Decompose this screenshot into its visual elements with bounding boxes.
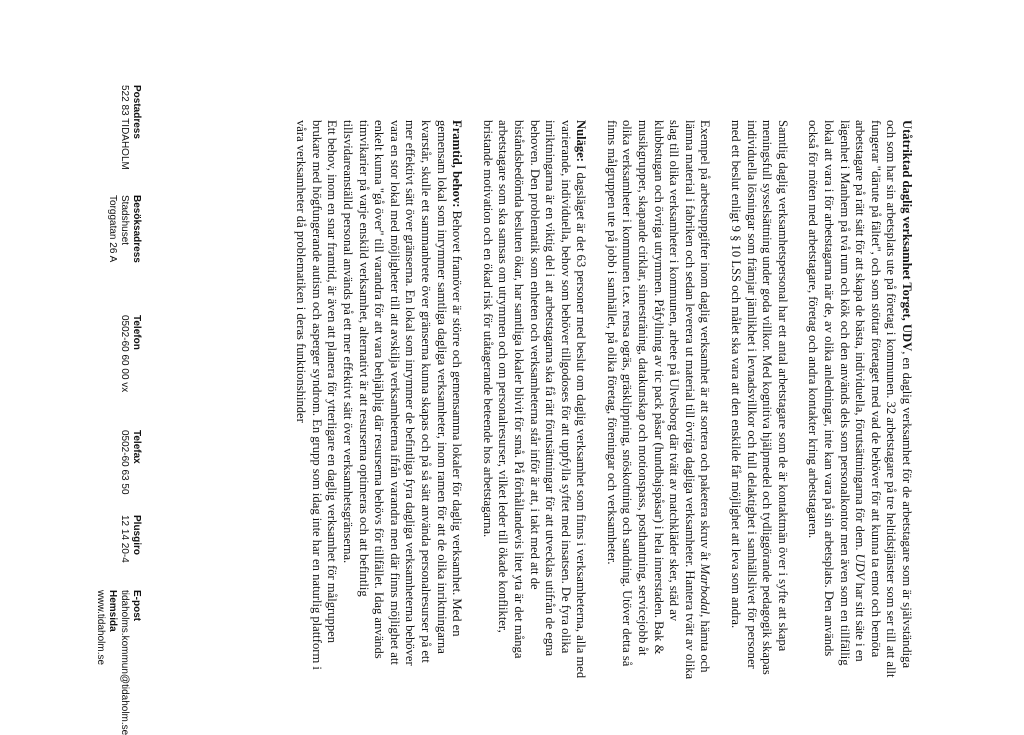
paragraph-nulage: Nuläge: I dagsläget är det 63 personer med beslut om daglig verksamhet som finns i verksamheterna, alla med varierande, individuella, behov som behöver tillgodoses för att uppfylla syftet med insatsen. De fyra olika inriktningarna är en viktig del i att arbetstagarna ska få rätt förutsättningar för att utvecklas utifrån de egna behoven. Den problematik som enheten och verksamheterna står inför är att, i takt med att de biståndsbedömda besluten ökar, har samtliga lokaler blivit för små. På förhållandevis litet yta är det många arbetstagare som ska samsas om utrymmen och om personalresurser, vilket leder till ökade konflikter, bristande motivation och en ökad risk för utåtagerande beteende hos arbetstagarna.	[480, 120, 589, 679]
paragraph-udv: Utåtriktad daglig verksamhet Torget, UDV, en daglig verksamhet för de arbetstagare som är självständiga och som har sin arbetsplats ute på företag i kommunen. 32 arbetstagare på tre heltidstjänster som ser till att allt fungerar "därute på fältet", och som stöttar företaget med vad de behöver för att kunna ta emot och bemöta arbetstagare på rätt sätt för att skapa de bästa, individuella, förutsättningarna för dem. UDV har sitt säte i en lägenhet i Manhem på två rum och kök och den används dels som personalkontor men även som en tillfällig lokal att vara i för arbetstagarna när de, av olika anledningar, inte kan vara på sin arbetsplats. Den används också för möten med arbetstagare, företag och andra kontakter kring arbetstagaren.	[806, 120, 914, 678]
document-body	[278, 120, 914, 680]
section-heading-udv: Utåtriktad daglig verksamhet Torget, UDV	[900, 120, 914, 352]
paragraph-framtid: Framtid, behov: Behovet framöver är större och gemensamma lokaler för daglig verksamhet. Med en gemensam lokal som inrymmer samtliga dagliga verksamheter, inom ramen för att de olika inriktningarna kvarstår, skulle ett sammanbrete över gränserna kunna skapas och på så sätt använda personalresurser på ett mer effektivt sätt över gränserna. En lokal som inrymmer de befintliga fyra dagliga verksamheterna behöver vara en stor lokal med möjligheter till att avskilja verksamheterna ifrån varandra men där finns möjlighet att enkelt kunna "gå över" till varandra för att vara behjälplig där resurserna behövs för tillfället. Idag används timvikarier på varje enskild verksamhet, alternativt är att resurserna optimeras och att befintlig tillsvidareanställd personal används på ett mer effektivt sätt över verksamhetsgränserna.	[341, 120, 465, 666]
footer-telefon: Telefon 0502-60 60 00 vx	[119, 315, 142, 393]
footer-postadress: Postadress 522 83 TIDAHOLM	[119, 85, 142, 170]
footer-plusgiro: Plusgiro 12 14 20-4	[119, 515, 142, 563]
section-heading-framtid: Framtid, behov:	[450, 120, 465, 208]
paragraph-exempel: Exempel på arbetsuppgifter inom daglig verksamhet är att sortera och paketera skruv åt Marbodal, hämta och lämna material i fabriken och sedan leverera ut material till övriga dagliga verksamheter. Hantera tvätt av olika slag till olika verksamheter i kommunen, arbete på Ulvesborg där tvätt av matchkläder sker, städ av klubbstugan och övriga utrymmen. Påfyllning av tic pack påsar (hundbajspåsar) i hela innerstaden. Bak & musikgrupper, skapande cirklar, sinnesträning, datakunskap och motionspass, posthantning, servicejobb åt olika verksamheter i kommunen t.ex. rensa ogräs, gräsklippning, snöskottning och sandning. Utöver detta så finns målgruppen ute på jobb i samhället, på olika företag, föreningar och verksamheter.	[604, 120, 713, 680]
letterhead-footer	[62, 85, 142, 735]
footer-epost: E-post tidaholms.kommun@tidaholm.se Hemsida www.tidaholm.se	[95, 590, 142, 735]
footer-telefax: Telefax 0502-60 63 50	[119, 430, 142, 495]
paragraph-framtid-2: Ett behov, inom en snar framtid, är även att planera för ytterligare en daglig verksamhet för målgruppen brukare med högfungerande autism och asperger syndrom. En grupp som idag inte har en naturlig plattform i våra verksamheter då problematiken i deras funktionshinder	[294, 120, 340, 670]
section-heading-nulage: Nuläge:	[574, 120, 589, 162]
footer-besoksadress: Besöksadress Stadshuset Torggatan 26 A	[107, 195, 142, 263]
paragraph-personal: Samtlig daglig verksamhetspersonal har ett antal arbetstagare som de är kontaktmän över i syfte att skapa meningsfull sysselsättning under goda villkor. Med kognitiva hjälpmedel och tydliggörande pedagogik skapas individuella lösningar som främjar jämlikhet i levnadsvillkor och full delaktighet i samhällslivet för personer med ett beslut enligt 9 § 10 LSS och målet ska vara att den enskilde får möjlighet att leva som andra.	[729, 120, 790, 675]
